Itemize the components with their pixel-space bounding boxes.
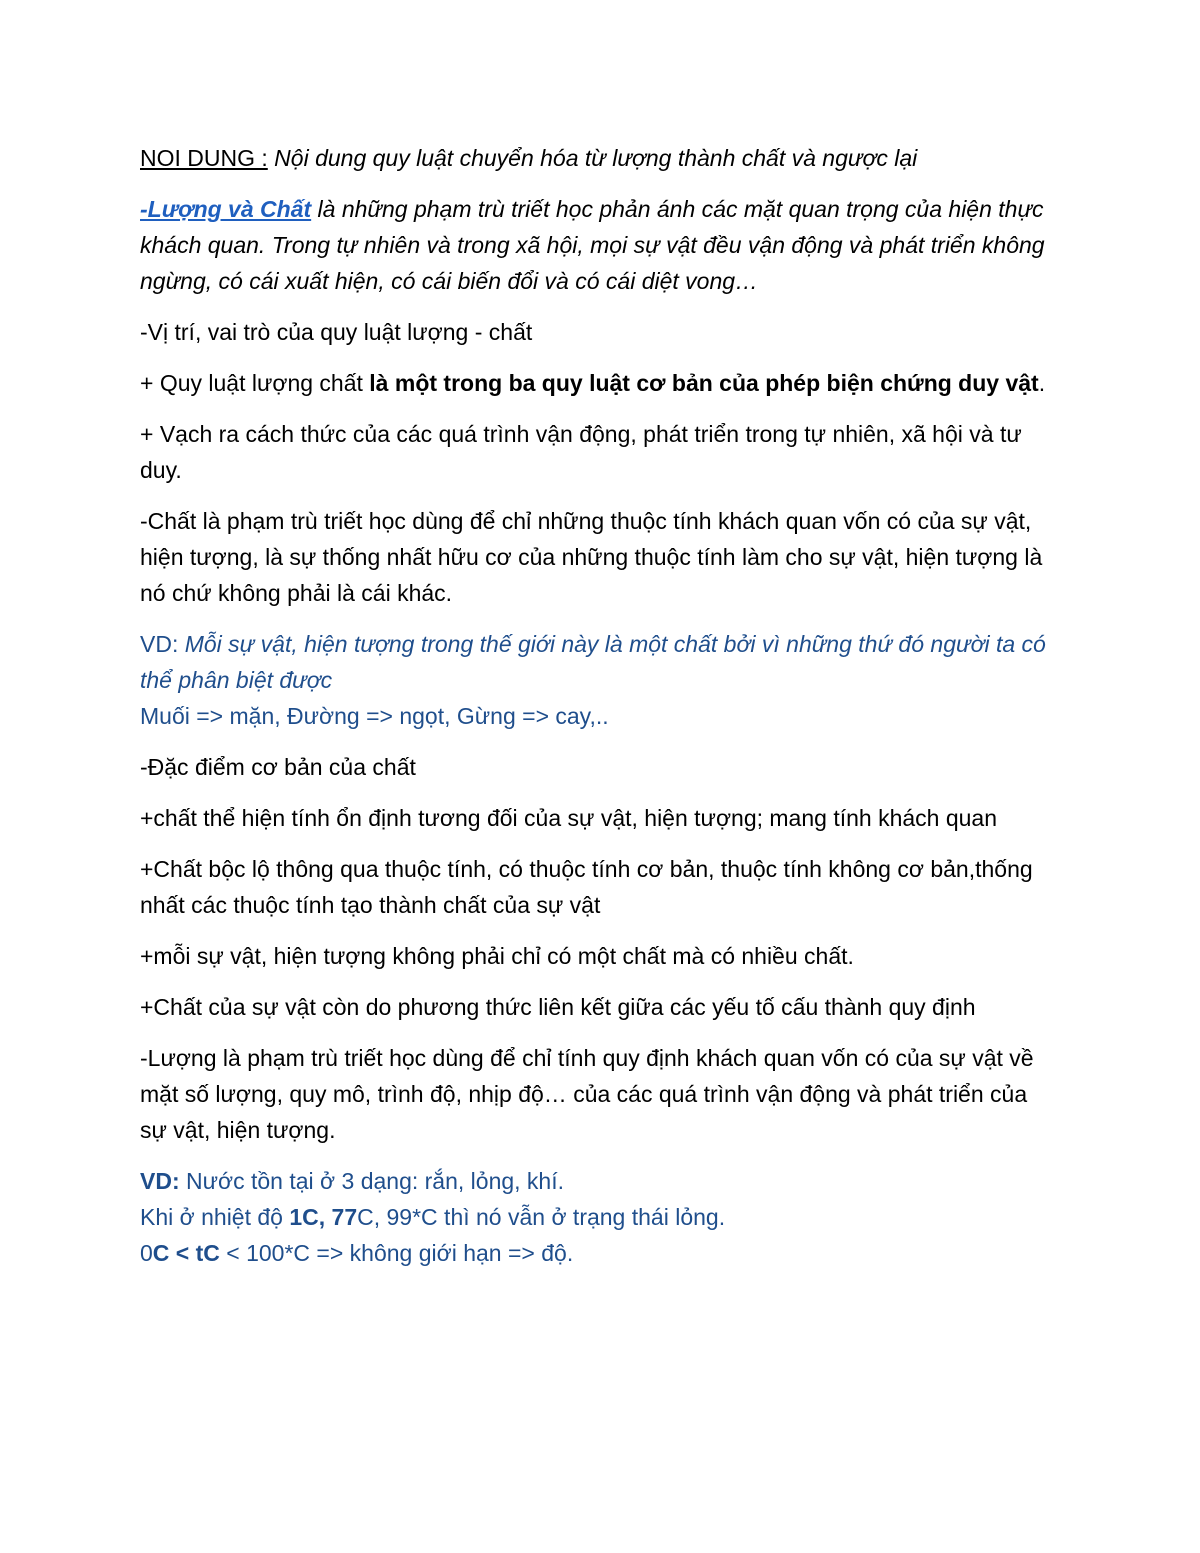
- example-2-line-2-a: Khi ở nhiệt độ: [140, 1204, 290, 1230]
- role-bullet-1: [140, 365, 1060, 401]
- features-title: -Đặc điểm cơ bản của chất: [140, 754, 416, 780]
- feature-item: +Chất bộc lộ thông qua thuộc tính, có thuộc tính cơ bản, thuộc tính không cơ bản,thống nhất các thuộc tính tạo thành chất của sự vật: [140, 856, 1033, 918]
- luong-definition: -Lượng là phạm trù triết học dùng để chỉ tính quy định khách quan vốn có của sự vật về mặt số lượng, quy mô, trình độ, nhịp độ… của các quá trình vận động và phát triển của sự vật, hiện tượng.: [140, 1045, 1034, 1143]
- role-bullet-1-suffix: .: [1038, 370, 1046, 396]
- example-2-line-3: [140, 1235, 1060, 1271]
- example-2-line-2-e: C, 99*C thì nó vẫn ở trạng thái lỏng.: [357, 1204, 726, 1230]
- intro-text: là những phạm trù triết học phản ánh các mặt quan trọng của hiện thực khách quan. Trong tự nhiên và trong xã hội, mọi sự vật đều vận động và phát triển không ngừng, có cái xuất hiện, có cái biến đổi và có cái diệt vong…: [140, 196, 1045, 294]
- example-2-line-3-b: C < tC: [152, 1240, 220, 1266]
- example-2-line-2-c: ,: [318, 1204, 332, 1230]
- chat-definition: -Chất là phạm trù triết học dùng để chỉ những thuộc tính khách quan vốn có của sự vật, hiện tượng, là sự thống nhất hữu cơ của những thuộc tính làm cho sự vật, hiện tượng là nó chứ không phải là cái khác.: [140, 508, 1043, 606]
- example-1-label: VD:: [140, 631, 185, 657]
- example-2: [140, 1163, 1060, 1271]
- example-1-line-1: [140, 626, 1060, 698]
- intro-paragraph: [140, 191, 1060, 299]
- luong-chat-link[interactable]: -Lượng và Chất: [140, 196, 312, 222]
- heading-label: NOI DUNG :: [140, 145, 268, 171]
- example-2-line-1: [140, 1163, 1060, 1199]
- role-bullet-1-bold: là một trong ba quy luật cơ bản của phép biện chứng duy vật: [369, 370, 1039, 396]
- example-1-text: Mỗi sự vật, hiện tượng trong thế giới này là một chất bởi vì những thứ đó người ta có thể phân biệt được: [140, 631, 1046, 693]
- example-2-line-2-b: 1C: [289, 1204, 319, 1230]
- feature-item: +Chất của sự vật còn do phương thức liên kết giữa các yếu tố cấu thành quy định: [140, 994, 976, 1020]
- example-2-line-3-c: < 100*C => không giới hạn => độ.: [219, 1240, 574, 1266]
- example-1: [140, 626, 1060, 734]
- example-2-line-2: [140, 1199, 1060, 1235]
- example-2-line-1-text: Nước tồn tại ở 3 dạng: rắn, lỏng, khí.: [179, 1168, 564, 1194]
- example-2-line-2-d: 77: [331, 1204, 358, 1230]
- role-title: -Vị trí, vai trò của quy luật lượng - chất: [140, 319, 533, 345]
- heading: [140, 140, 1060, 176]
- document-page: [140, 140, 1060, 1286]
- example-2-label: VD:: [140, 1168, 180, 1194]
- feature-item: +chất thể hiện tính ổn định tương đối của sự vật, hiện tượng; mang tính khách quan: [140, 805, 997, 831]
- heading-title: Nội dung quy luật chuyển hóa từ lượng thành chất và ngược lại: [267, 145, 918, 171]
- role-bullet-1-prefix: + Quy luật lượng chất: [140, 370, 370, 396]
- feature-item: +mỗi sự vật, hiện tượng không phải chỉ có một chất mà có nhiều chất.: [140, 943, 854, 969]
- role-bullet-2: + Vạch ra cách thức của các quá trình vận động, phát triển trong tự nhiên, xã hội và tư duy.: [140, 421, 1022, 483]
- example-2-line-3-a: 0: [140, 1240, 153, 1266]
- example-1-line-2: Muối => mặn, Đường => ngọt, Gừng => cay,..: [140, 703, 609, 729]
